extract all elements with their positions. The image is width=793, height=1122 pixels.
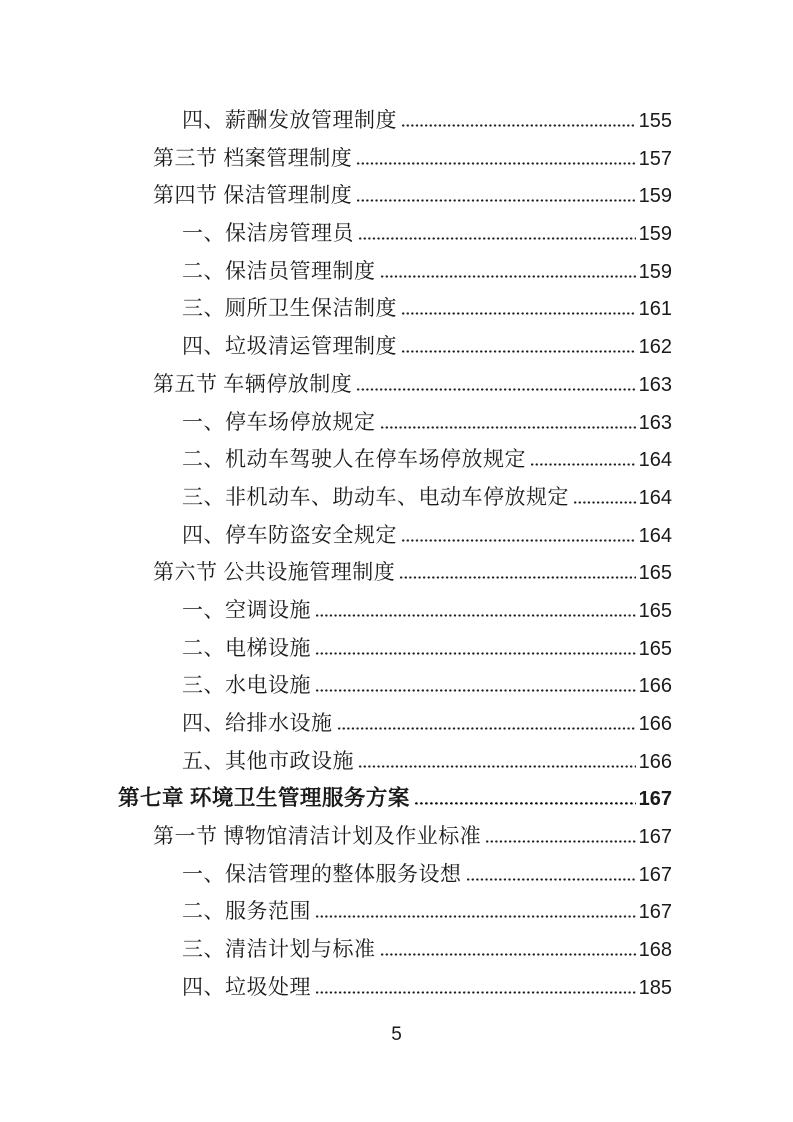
- toc-entry[interactable]: [118, 705, 672, 743]
- toc-entry[interactable]: [118, 177, 672, 215]
- toc-entry-label: 第七章 环境卫生管理服务方案: [118, 786, 410, 811]
- dot-leader-icon: [381, 953, 636, 956]
- dot-leader-icon: [338, 727, 636, 730]
- toc-entry-label: 四、垃圾处理: [182, 974, 311, 999]
- dot-leader-icon: [359, 237, 636, 240]
- toc-entry-page: 166: [638, 750, 672, 773]
- toc-entry-page: 167: [638, 901, 672, 924]
- toc-entry[interactable]: [118, 102, 672, 140]
- toc-entry[interactable]: [118, 479, 672, 517]
- toc-entry[interactable]: [118, 215, 672, 253]
- toc-entry[interactable]: [118, 667, 672, 705]
- dot-leader-icon: [316, 991, 636, 994]
- dot-leader-icon: [316, 652, 636, 655]
- dot-leader-icon: [316, 915, 636, 918]
- toc-entry[interactable]: [118, 931, 672, 969]
- dot-leader-icon: [402, 312, 636, 315]
- toc-entry-page: 164: [638, 449, 672, 472]
- toc-entry-page: 159: [638, 185, 672, 208]
- dot-leader-icon: [316, 614, 636, 617]
- toc-entry-label: 一、保洁房管理员: [182, 221, 354, 246]
- table-of-contents: [118, 102, 672, 1007]
- toc-entry-page: 159: [638, 260, 672, 283]
- toc-entry-page: 167: [638, 863, 672, 886]
- toc-entry-label: 一、保洁管理的整体服务设想: [182, 861, 462, 886]
- toc-entry-label: 四、停车防盗安全规定: [182, 522, 397, 547]
- toc-entry-page: 167: [638, 826, 672, 849]
- toc-entry-label: 三、厕所卫生保洁制度: [182, 296, 397, 321]
- toc-entry-page: 163: [638, 411, 672, 434]
- toc-entry-page: 163: [638, 373, 672, 396]
- toc-entry-label: 三、非机动车、助动车、电动车停放规定: [182, 484, 569, 509]
- toc-entry-label: 三、水电设施: [182, 673, 311, 698]
- toc-entry-page: 162: [638, 336, 672, 359]
- toc-entry-label: 二、机动车驾驶人在停车场停放规定: [182, 447, 526, 472]
- toc-entry-label: 二、保洁员管理制度: [182, 258, 376, 283]
- toc-entry-label: 第一节 博物馆清洁计划及作业标准: [153, 824, 482, 849]
- dot-leader-icon: [402, 539, 636, 542]
- toc-entry-page: 167: [638, 788, 672, 811]
- toc-entry[interactable]: [118, 441, 672, 479]
- toc-entry-label: 一、空调设施: [182, 597, 311, 622]
- toc-entry-label: 第三节 档案管理制度: [153, 145, 353, 170]
- dot-leader-icon: [381, 426, 636, 429]
- toc-entry[interactable]: [118, 893, 672, 931]
- toc-entry-label: 第六节 公共设施管理制度: [153, 560, 396, 585]
- toc-entry-page: 159: [638, 223, 672, 246]
- toc-entry[interactable]: [118, 592, 672, 630]
- toc-entry[interactable]: [118, 630, 672, 668]
- dot-leader-icon: [316, 689, 636, 692]
- toc-entry[interactable]: [118, 743, 672, 781]
- dot-leader-icon: [402, 350, 636, 353]
- toc-entry-label: 四、垃圾清运管理制度: [182, 334, 397, 359]
- toc-entry-page: 161: [638, 298, 672, 321]
- footer-page-number: 5: [391, 1024, 402, 1045]
- dot-leader-icon: [415, 802, 636, 805]
- dot-leader-icon: [381, 275, 636, 278]
- toc-entry[interactable]: [118, 517, 672, 555]
- toc-entry-page: 164: [638, 524, 672, 547]
- toc-entry[interactable]: [118, 404, 672, 442]
- dot-leader-icon: [357, 162, 635, 165]
- toc-entry-page: 165: [638, 599, 672, 622]
- toc-entry-page: 165: [638, 637, 672, 660]
- toc-entry[interactable]: [118, 818, 672, 856]
- dot-leader-icon: [402, 124, 636, 127]
- toc-entry[interactable]: [118, 969, 672, 1007]
- dot-leader-icon: [357, 199, 635, 202]
- toc-entry-page: 166: [638, 713, 672, 735]
- toc-entry-label: 一、停车场停放规定: [182, 409, 376, 434]
- toc-entry-page: 168: [638, 939, 672, 962]
- toc-entry-page: 157: [638, 147, 672, 170]
- toc-entry[interactable]: [118, 328, 672, 366]
- toc-entry-page: 165: [638, 562, 672, 585]
- toc-entry-label: 四、薪酬发放管理制度: [182, 108, 397, 132]
- toc-entry-label: 第五节 车辆停放制度: [153, 371, 353, 396]
- dot-leader-icon: [357, 388, 635, 391]
- toc-entry-page: 155: [638, 110, 672, 132]
- toc-entry[interactable]: [118, 780, 672, 818]
- dot-leader-icon: [574, 501, 636, 504]
- dot-leader-icon: [400, 576, 635, 579]
- toc-entry-page: 166: [638, 675, 672, 698]
- toc-entry-label: 第四节 保洁管理制度: [153, 183, 353, 208]
- toc-entry-page: 164: [638, 486, 672, 509]
- dot-leader-icon: [359, 765, 636, 768]
- toc-entry-label: 三、清洁计划与标准: [182, 937, 376, 962]
- toc-entry[interactable]: [118, 253, 672, 291]
- toc-entry-label: 二、电梯设施: [182, 635, 311, 660]
- toc-entry[interactable]: [118, 366, 672, 404]
- toc-entry-label: 四、给排水设施: [182, 711, 333, 735]
- toc-entry-page: 185: [638, 976, 672, 999]
- toc-entry[interactable]: [118, 140, 672, 178]
- toc-entry-label: 五、其他市政设施: [182, 748, 354, 773]
- dot-leader-icon: [531, 463, 636, 466]
- toc-entry[interactable]: [118, 290, 672, 328]
- dot-leader-icon: [486, 840, 635, 843]
- dot-leader-icon: [467, 878, 636, 881]
- toc-entry[interactable]: [118, 856, 672, 894]
- page-footer: [0, 1022, 793, 1048]
- toc-entry-label: 二、服务范围: [182, 899, 311, 924]
- toc-entry[interactable]: [118, 554, 672, 592]
